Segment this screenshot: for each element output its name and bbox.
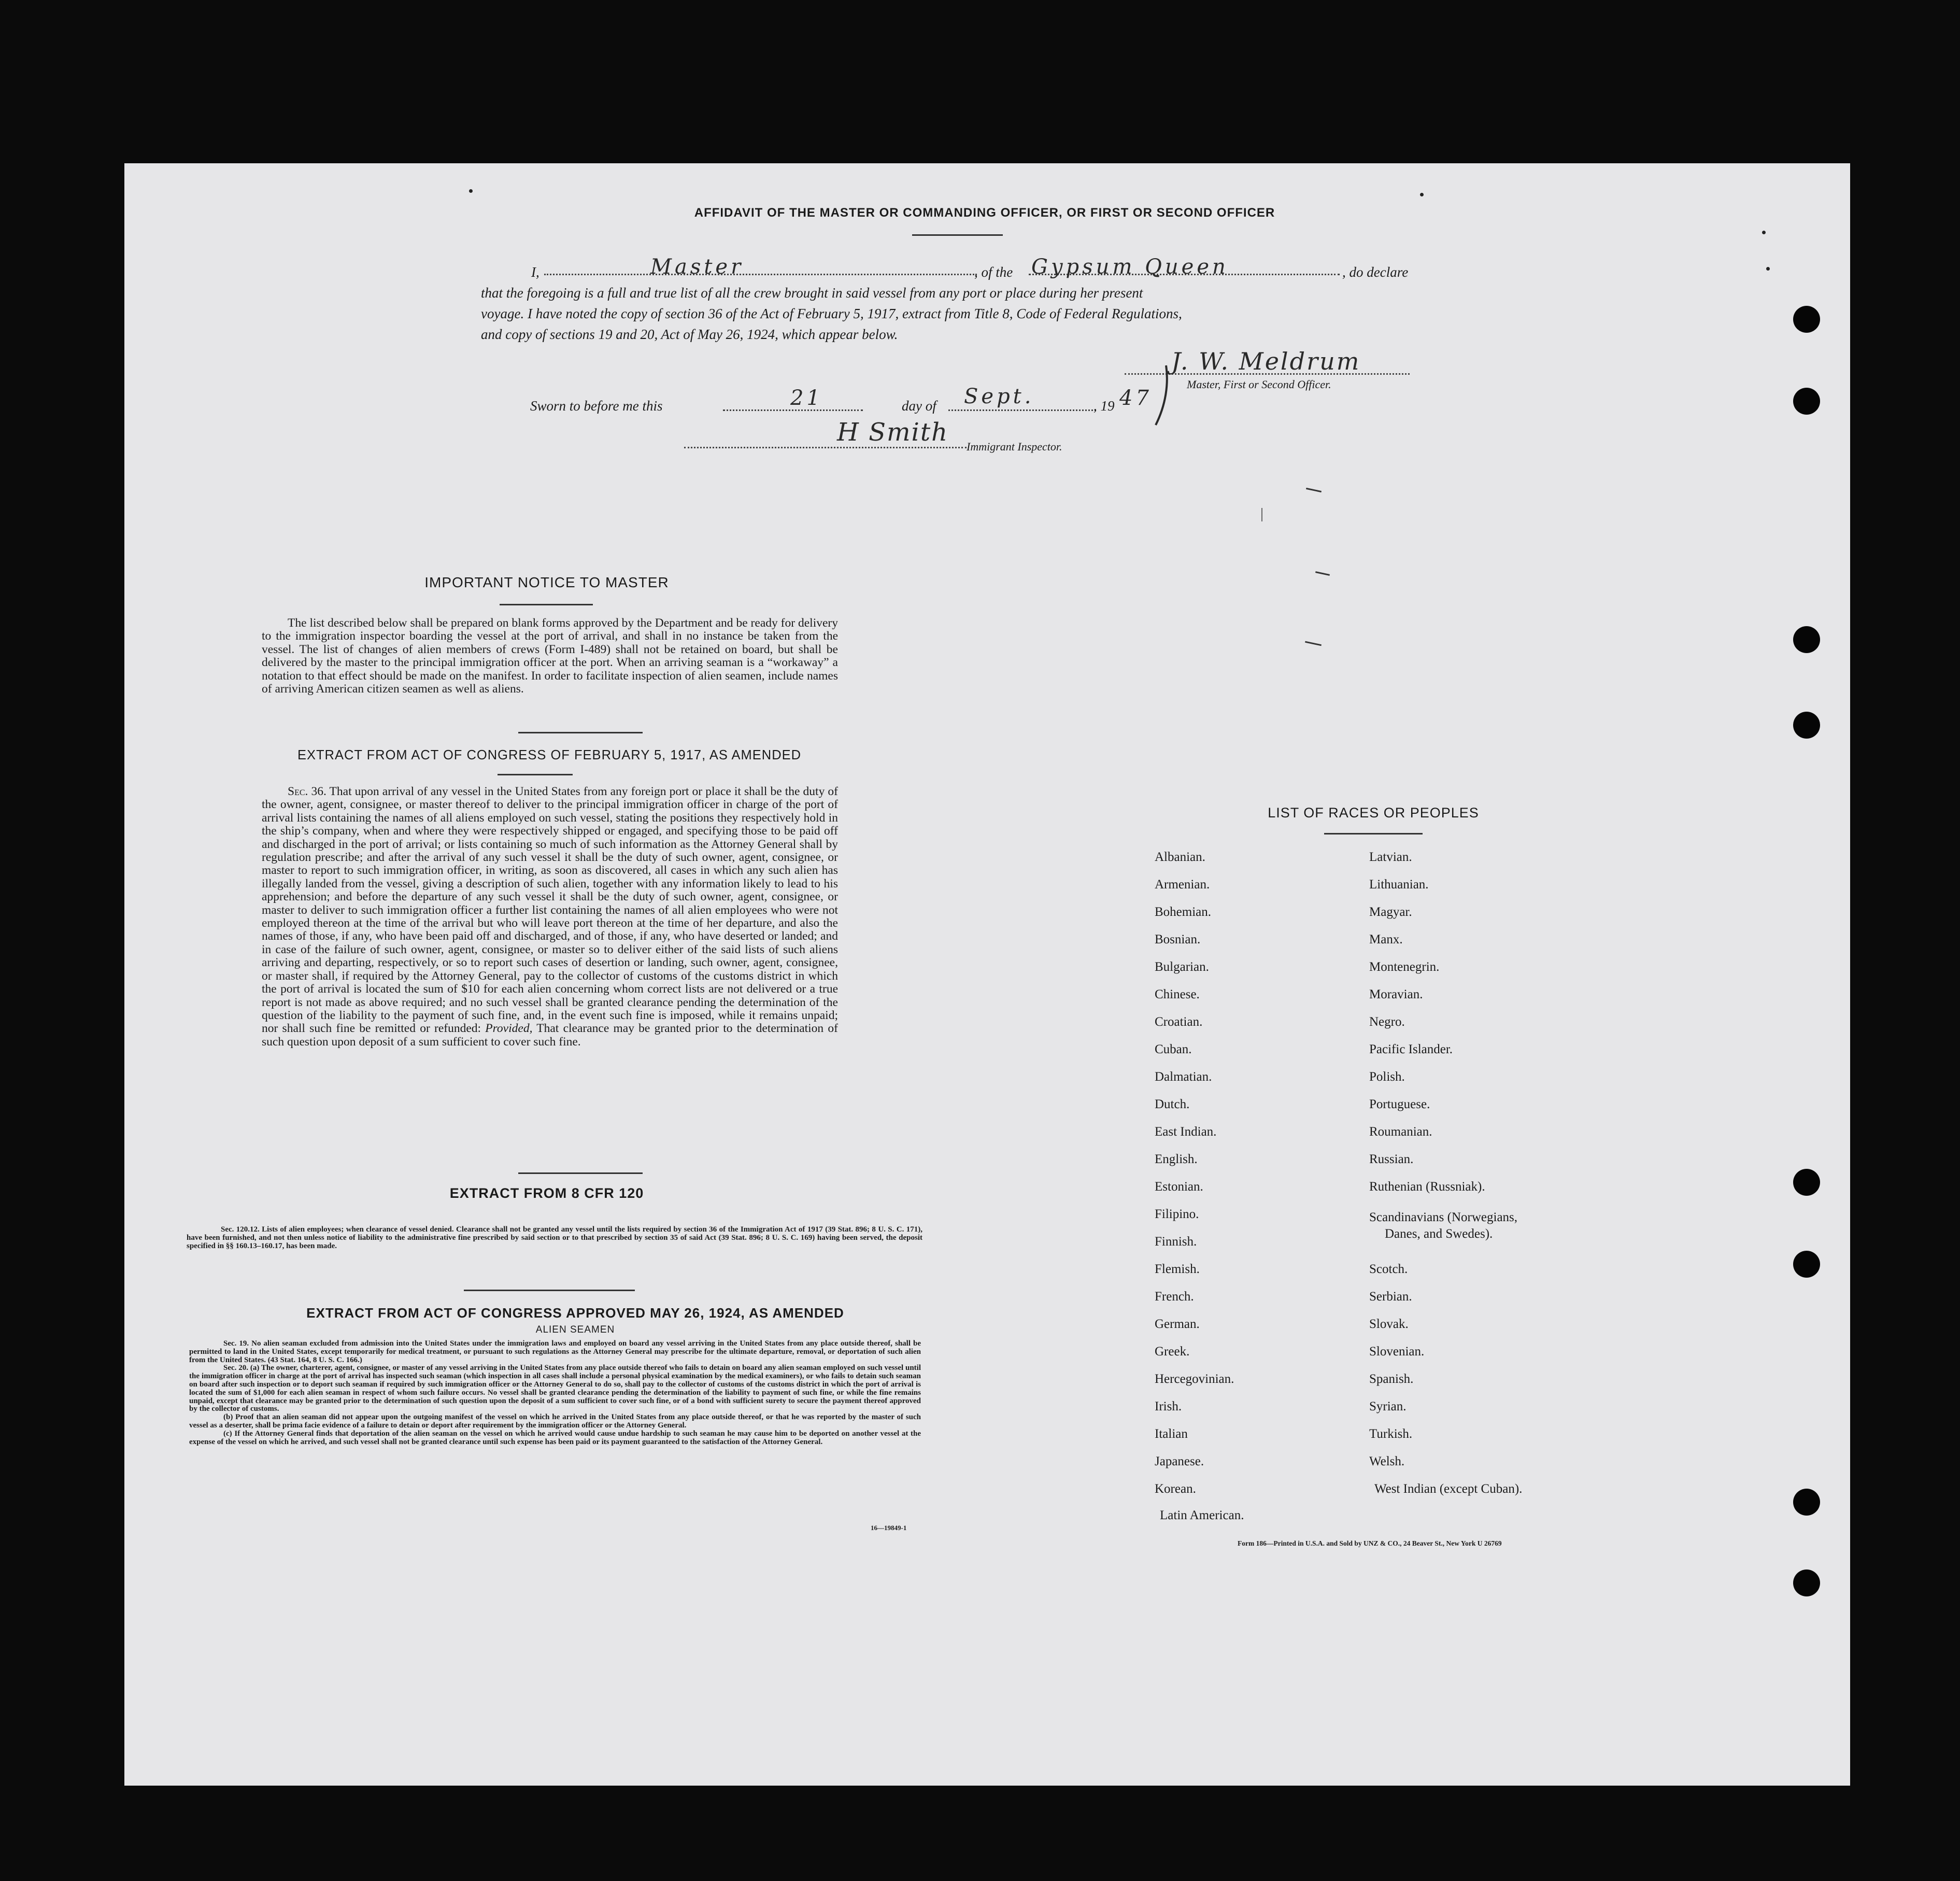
section-36-text-end: That clearance may be granted prior to the determination of such question upon deposit of a sum sufficient to cover such fine. (262, 1022, 838, 1049)
race-item: Moravian. (1369, 987, 1423, 1001)
signature-caption: Master, First or Second Officer. (1187, 378, 1331, 391)
race-item: Armenian. (1155, 878, 1210, 892)
race-item: Croatian. (1155, 1015, 1203, 1029)
divider (1324, 833, 1423, 835)
race-item: Bosnian. (1155, 932, 1201, 946)
race-item: Irish. (1155, 1399, 1182, 1413)
binder-hole (1793, 1169, 1820, 1196)
section-36-provided: Provided, (485, 1022, 533, 1036)
divider (464, 1290, 635, 1291)
month-blank (948, 409, 1096, 411)
race-item: French. (1155, 1290, 1194, 1304)
race-item: Spanish. (1369, 1372, 1414, 1386)
divider (498, 774, 573, 775)
race-item: Danes, and Swedes). (1385, 1227, 1493, 1241)
race-item: Serbian. (1369, 1290, 1412, 1304)
stray-mark (1261, 508, 1262, 521)
race-item: Dalmatian. (1155, 1070, 1212, 1084)
race-item: Russian. (1369, 1152, 1414, 1166)
handwritten-year: 47 (1119, 386, 1152, 410)
race-item: Bohemian. (1155, 905, 1212, 919)
race-item: Filipino. (1155, 1207, 1199, 1221)
race-item: Negro. (1369, 1015, 1405, 1029)
race-item: Finnish. (1155, 1235, 1197, 1249)
race-item: Latin American. (1160, 1508, 1244, 1522)
speck (1420, 193, 1424, 196)
inspector-signature: H Smith (837, 418, 949, 447)
affidavit-line2: that the foregoing is a full and true list of all the crew brought in said vessel from any port or place during her present (481, 285, 1143, 301)
day-of-label: day of (902, 398, 936, 414)
race-item: Cuban. (1155, 1042, 1192, 1056)
speck (1766, 267, 1770, 271)
race-item: Italian (1155, 1427, 1188, 1441)
race-item: Chinese. (1155, 987, 1200, 1001)
handwritten-month: Sept. (964, 385, 1034, 408)
extract-1924-title: EXTRACT FROM ACT OF CONGRESS APPROVED MAY 26, 1924, AS AMENDED (306, 1305, 844, 1321)
race-item: Polish. (1369, 1070, 1405, 1084)
race-item: West Indian (except Cuban). (1374, 1482, 1523, 1496)
binder-hole (1793, 626, 1820, 653)
affidavit-title: AFFIDAVIT OF THE MASTER OR COMMANDING OFFICER, OR FIRST OR SECOND OFFICER (694, 206, 1275, 220)
race-item: Korean. (1155, 1482, 1196, 1496)
race-item: Greek. (1155, 1345, 1190, 1359)
race-item: Slovak. (1369, 1317, 1409, 1331)
race-item: Latvian. (1369, 850, 1412, 864)
race-item: Japanese. (1155, 1454, 1204, 1468)
extract-1924-body (189, 1340, 921, 1446)
divider (518, 1172, 643, 1174)
binder-hole (1793, 1489, 1820, 1516)
cfr-text: Sec. 120.12. Lists of alien employees; when clearance of vessel denied. Clearance shall not be granted any vessel until the lists required by section 36 of the Immigration Act of 1917 (39 Stat. 896; 8 U. S. C. 171), have been furnished, and not then unless notice of liability to the administrative fine prescribed by said section or to that prescribed by section 35 of said Act (39 Stat. 896; 8 U. S. C. 169) having been served, the deposit specified in §§ 160.13–160.17, has been made. (187, 1225, 922, 1250)
race-item: Flemish. (1155, 1262, 1200, 1276)
race-item: German. (1155, 1317, 1200, 1331)
race-item: Dutch. (1155, 1097, 1190, 1111)
binder-hole (1793, 388, 1820, 415)
year-prefix: , 19 (1093, 398, 1115, 414)
handwritten-day: 21 (790, 386, 823, 410)
handwritten-master: Master (650, 255, 744, 279)
race-item: Lithuanian. (1369, 878, 1429, 892)
affidavit-do-declare: , do declare (1342, 264, 1409, 280)
race-item: Pacific Islander. (1369, 1042, 1453, 1056)
race-item: Scandinavians (Norwegians, (1369, 1210, 1518, 1224)
race-item: English. (1155, 1152, 1198, 1166)
divider (518, 732, 643, 733)
affidavit-i-label: I, (531, 264, 539, 280)
race-item: Bulgarian. (1155, 960, 1209, 974)
inspector-caption: Immigrant Inspector. (967, 440, 1062, 453)
sworn-label: Sworn to before me this (530, 398, 663, 414)
divider (500, 604, 593, 605)
notice-paragraph: The list described below shall be prepared on blank forms approved by the Department and be ready for delivery to the immigration inspector boarding the vessel at the port of arrival, and shall in no instance be taken from the vessel. The list of changes of alien members of crews (Form I-489) shall not be retained on board, but shall be delivered by the master to the principal immigration officer at the port. When an arriving seaman is a “workaway” a notation to that effect should be made on the manifest. In order to facilitate inspection of alien seamen, include names of arriving American citizen seamen as well as aliens. (262, 616, 838, 696)
race-item: Albanian. (1155, 850, 1205, 864)
extract-1924-subtitle: ALIEN SEAMEN (535, 1324, 615, 1335)
race-item: Estonian. (1155, 1180, 1203, 1194)
speck (469, 189, 473, 193)
race-item: Portuguese. (1369, 1097, 1430, 1111)
notice-title: IMPORTANT NOTICE TO MASTER (424, 574, 669, 590)
binder-hole (1793, 712, 1820, 739)
race-item: Welsh. (1369, 1454, 1405, 1468)
race-item: Manx. (1369, 932, 1403, 946)
race-item: Slovenian. (1369, 1345, 1425, 1359)
section-20a: Sec. 20. (a) The owner, charterer, agent, consignee, or master of any vessel arriving in the United States from any place outside thereof who fails to detain on board any alien seaman employed on such vessel until the immigration officer in charge at the port of arrival has inspected such seaman (which inspection in all cases shall include a personal physical examination by the medical examiners), or who fails to detain such seaman on board after such inspection or to deport such seaman if required by such immigration officer or the Attorney General to do so, shall pay to the collector of customs of the customs district in which the port of arrival is located the sum of $1,000 for each alien seaman in respect of whom such failure occurs. No vessel shall be granted clearance pending the determination of the liability to payment of such fine, or while the fine remains unpaid, except that clearance may be granted prior to the determination of such question upon the deposit of a sum sufficient to cover such fine, or of a bond with sufficient surety to secure the payment thereof approved by the collector of customs. (189, 1364, 921, 1413)
section-20b: (b) Proof that an alien seaman did not appear upon the outgoing manifest of the vessel on which he arrived in the United States from any place outside thereof, or that he was reported by the master of such vessel as a deserter, shall be prima facie evidence of a failure to detain or deport after requirement by the immigration officer or the Attorney General. (189, 1413, 921, 1430)
handwritten-vessel: Gypsum Queen (1031, 255, 1229, 279)
race-item: Montenegrin. (1369, 960, 1440, 974)
race-item: Turkish. (1369, 1427, 1413, 1441)
speck (1762, 231, 1766, 234)
race-item: Syrian. (1369, 1399, 1407, 1413)
form-code: 16—19849-1 (871, 1524, 907, 1532)
section-36-text: That upon arrival of any vessel in the United States from any foreign port or place it shall be the duty of the owner, agent, consignee, or master thereof to deliver to the principal immigration officer in charge of the port of arrival lists containing the names of all aliens employed on such vessel, stating the positions they respectively hold in the ship’s company, when and where they were respectively shipped or engaged, and specifying those to be paid off and discharged in the port of arrival; or lists containing so much of such information as the Attorney General shall by regulation prescribe; and after the arrival of any such vessel it shall be the duty of such owner, agent, consignee, or master to report to such immigration officer, in writing, as soon as discovered, all cases in which any such alien has illegally landed from the vessel, giving a description of such alien, together with any information likely to lead to his apprehension; and before the departure of any such vessel it shall be the duty of such owner, agent, consignee, or master to deliver to such immigration officer a further list containing the names of all alien employees who were not employed thereon at the time of the arrival but who will leave port thereon at the time of her departure, and also the names of those, if any, who have been paid off and discharged, and of those, if any, who have deserted or landed; and in case of the failure of such owner, agent, consignee, or master so to deliver either of the said lists of such aliens arriving and departing, respectively, or so to report such cases of desertion or landing, such owner, agent, consignee, or master shall, if required by the Attorney General, pay to the collector of customs of the customs district in which the port of arrival is located the sum of $10 for each alien concerning whom correct lists are not delivered or a true report is not made as above required; and no such vessel shall be granted clearance pending the determination of the question of the liability to the payment of such fine, and, in the event such fine is imposed, while it remains unpaid; nor shall such fine be remitted or refunded: (262, 785, 839, 1036)
master-signature: J. W. Meldrum (1171, 347, 1361, 375)
race-item: Scotch. (1369, 1262, 1408, 1276)
affidavit-line4: and copy of sections 19 and 20, Act of May 26, 1924, which appear below. (481, 327, 898, 342)
section-20c: (c) If the Attorney General finds that deportation of the alien seaman on the vessel on which he arrived would cause undue hardship to such seaman he may cause him to be deported on another vessel at the expense of the vessel on which he arrived, and such vessel shall not be granted clearance until such expense has been paid or its payment guaranteed to the satisfaction of the Attorney General. (189, 1429, 921, 1446)
section-19: Sec. 19. No alien seaman excluded from admission into the United States under the immigration laws and employed on board any vessel arriving in the United States from any place outside thereof, shall be permitted to land in the United States, except temporarily for medical treatment, or pursuant to such regulations as the Attorney General may prescribe for the ultimate departure, removal, or deportation of such alien from the United States. (43 Stat. 164, 8 U. S. C. 166.) (189, 1339, 921, 1364)
race-item: Roumanian. (1369, 1125, 1432, 1139)
extract-1917-section-36 (262, 785, 838, 1049)
cfr-title: EXTRACT FROM 8 CFR 120 (449, 1185, 644, 1201)
binder-hole (1793, 306, 1820, 333)
form-footer: Form 186—Printed in U.S.A. and Sold by UNZ & CO., 24 Beaver St., New York U 26769 (1238, 1539, 1502, 1547)
inspector-blank (684, 447, 967, 448)
race-item: Hercegovinian. (1155, 1372, 1234, 1386)
race-item: Ruthenian (Russniak). (1369, 1180, 1485, 1194)
binder-hole (1793, 1569, 1820, 1596)
binder-hole (1793, 1251, 1820, 1278)
extract-1917-title: EXTRACT FROM ACT OF CONGRESS OF FEBRUARY 5, 1917, AS AMENDED (297, 748, 802, 762)
races-title: LIST OF RACES OR PEOPLES (1268, 805, 1479, 821)
race-item: Magyar. (1369, 905, 1412, 919)
divider (912, 234, 1003, 236)
affidavit-of-the: , of the (974, 264, 1013, 280)
affidavit-line3: voyage. I have noted the copy of section 36 of the Act of February 5, 1917, extract from Title 8, Code of Federal Regulations, (481, 306, 1182, 321)
race-item: East Indian. (1155, 1125, 1217, 1139)
section-36-label: Sec. 36. (288, 785, 326, 798)
name-blank (544, 274, 977, 275)
